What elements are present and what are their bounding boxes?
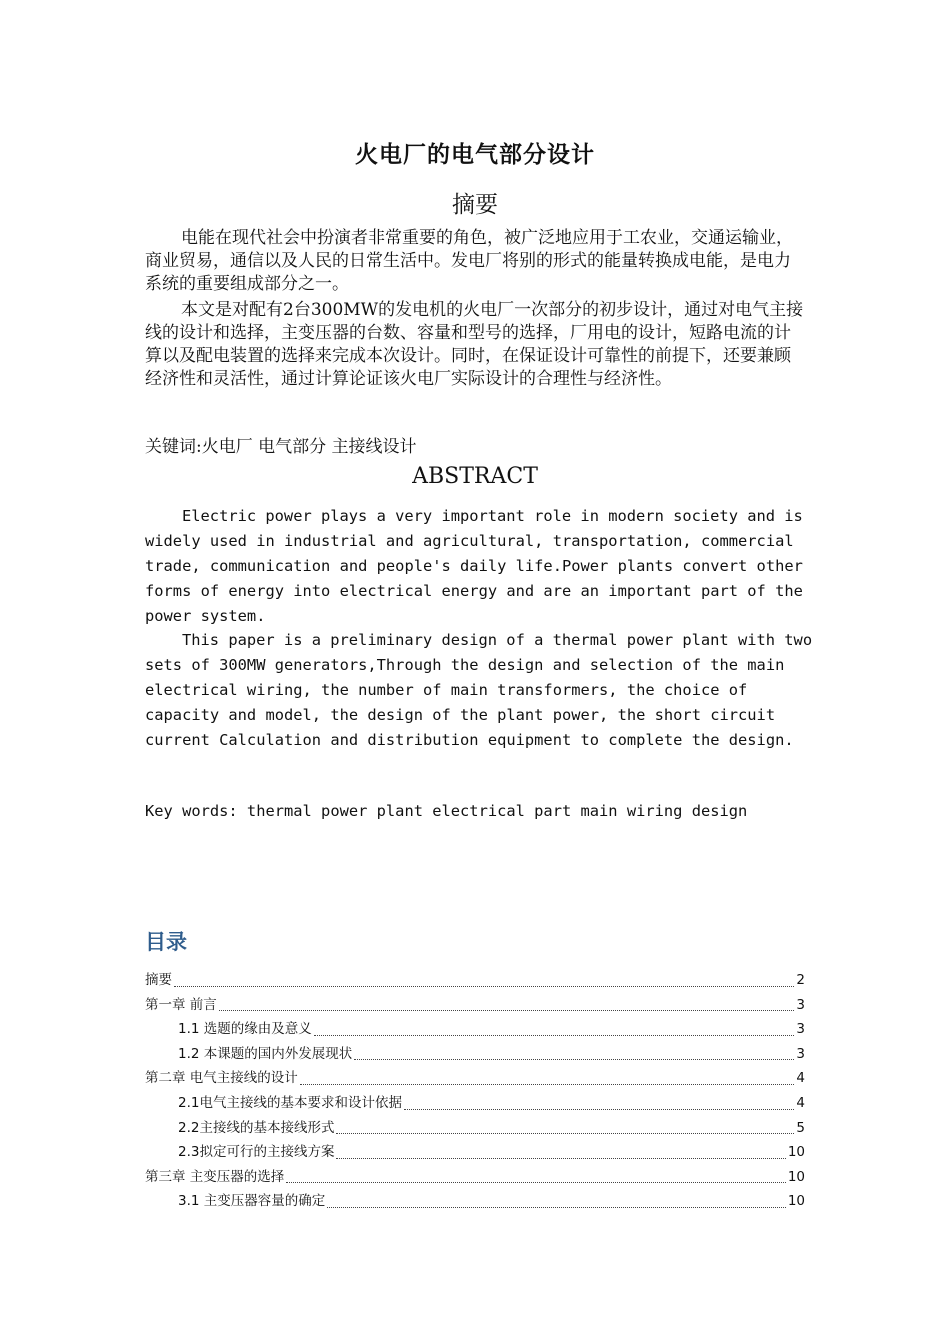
abstract-en-heading: ABSTRACT [412,464,538,489]
toc-leader-dots [300,1083,795,1085]
toc-entry-label: 第一章 前言 [145,996,217,1013]
toc-entry-page: 2 [796,972,805,988]
abstract-en-paragraph-2-text: This paper is a preliminary design of a thermal power plant with two sets of 300MW generators,Through the design and selection of the main electrical wiring, the number of main transformers, the choice of capacity and model, the design of the plant power, the short circuit current Calculation and distribution equipment to complete the design. [145,631,813,749]
toc-entry-label: 1.1 选题的缘由及意义 [178,1021,312,1038]
abstract-cn-paragraph-2-text: 本文是对配有2台300MW的发电机的火电厂一次部分的初步设计，通过对电气主接线的设计和选择，主变压器的台数、容量和型号的选择，厂用电的设计，短路电流的计算以及配电装置的选择来完成本次设计。同时，在保证设计可靠性的前提下，还要兼顾经济性和灵活性，通过计算论证该火电厂实际设计的合理性与经济性。 [145,300,804,389]
abstract-cn-paragraph-1-text: 电能在现代社会中扮演者非常重要的角色，被广泛地应用于工农业，交通运输业，商业贸易，通信以及人民的日常生活中。发电厂将别的形式的能量转换成电能，是电力系统的重要组成部分之一。 [145,228,793,294]
toc-entry[interactable] [145,1116,805,1141]
table-of-contents [145,968,805,1214]
toc-heading: 目录 [145,930,187,954]
toc-leader-dots [286,1181,786,1183]
keywords-en: Key words: thermal power plant electrical part main wiring design [145,802,748,820]
toc-leader-dots [327,1206,786,1208]
toc-entry[interactable] [145,1140,805,1165]
toc-entry[interactable] [145,1017,805,1042]
toc-entry[interactable] [145,968,805,993]
abstract-cn-paragraph-2 [145,299,805,391]
toc-leader-dots [314,1034,795,1036]
toc-entry[interactable] [145,1165,805,1190]
toc-entry[interactable] [145,1066,805,1091]
toc-leader-dots [336,1132,794,1134]
toc-entry-page: 5 [796,1119,805,1136]
document-title: 火电厂的电气部分设计 [355,142,595,168]
toc-entry-page: 3 [796,1021,805,1038]
keywords-cn: 关键词:火电厂 电气部分 主接线设计 [145,437,417,457]
toc-entry-label: 第二章 电气主接线的设计 [145,1070,298,1087]
toc-leader-dots [219,1009,795,1011]
toc-entry[interactable] [145,1042,805,1067]
toc-entry-label: 2.3拟定可行的主接线方案 [178,1144,335,1161]
toc-entry-label: 第三章 主变压器的选择 [145,1168,285,1185]
toc-entry-page: 10 [787,1193,805,1210]
abstract-en-paragraph-1 [145,504,815,629]
abstract-en-paragraph-2 [145,628,815,753]
toc-entry-page: 10 [787,1168,805,1185]
toc-entry-page: 3 [796,1045,805,1062]
toc-leader-dots [336,1157,785,1159]
toc-entry[interactable] [145,1091,805,1116]
toc-entry[interactable] [145,1189,805,1214]
toc-entry-page: 4 [796,1094,805,1111]
toc-entry-label: 1.2 本课题的国内外发展现状 [178,1045,353,1062]
toc-entry-page: 10 [787,1144,805,1161]
toc-entry-label: 摘要 [145,972,172,988]
toc-entry-page: 3 [796,996,805,1013]
abstract-cn-heading: 摘要 [452,192,498,218]
toc-entry-label: 2.2主接线的基本接线形式 [178,1119,335,1136]
toc-entry[interactable] [145,993,805,1018]
abstract-en-paragraph-1-text: Electric power plays a very important role in modern society and is widely used in industrial and agricultural, transportation, commercial trade, communication and people's daily life.Power plants convert other forms of energy into electrical energy and are an important part of the power system. [145,507,803,625]
toc-leader-dots [174,985,794,987]
toc-leader-dots [354,1058,794,1060]
toc-leader-dots [404,1108,794,1110]
abstract-cn-paragraph-1 [145,227,805,296]
toc-entry-label: 3.1 主变压器容量的确定 [178,1193,326,1210]
toc-entry-label: 2.1电气主接线的基本要求和设计依据 [178,1094,402,1111]
toc-entry-page: 4 [796,1070,805,1087]
